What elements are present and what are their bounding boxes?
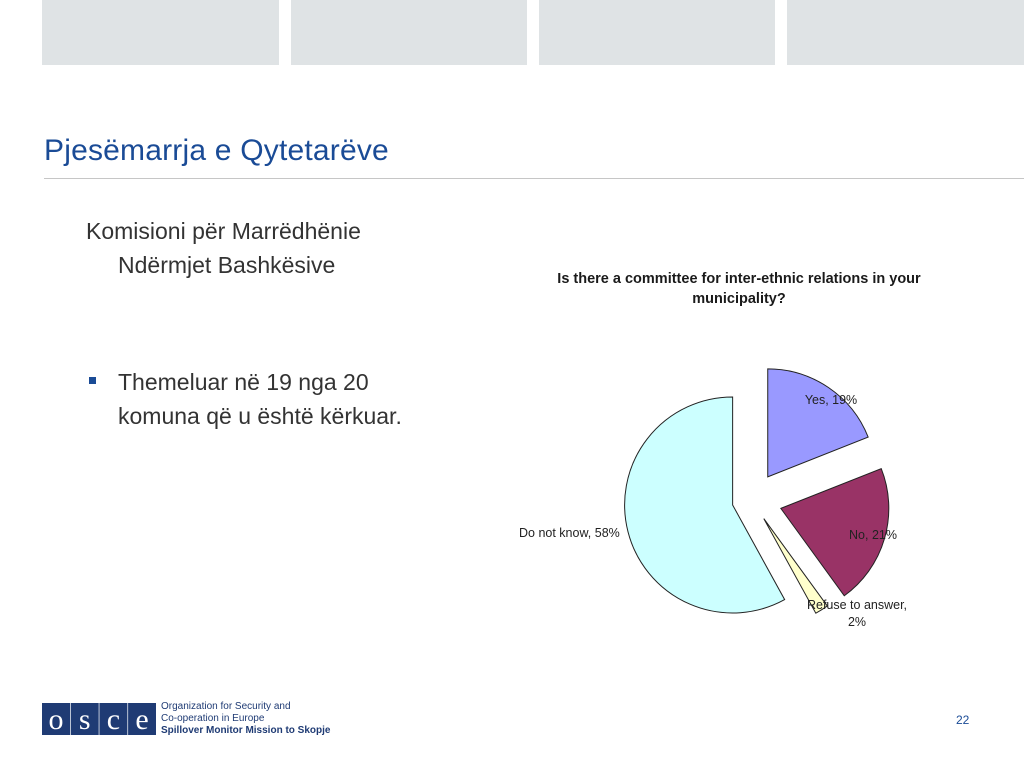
- pie-label-do-not-know: Do not know, 58%: [519, 526, 620, 540]
- pie-slice-yes: [768, 369, 868, 477]
- intro-text: Komisioni për Marrëdhënie Ndërmjet Bashkësive: [86, 218, 361, 278]
- mission-name: Spillover Monitor Mission to Skopje: [161, 725, 331, 736]
- header-block-1: [42, 0, 279, 65]
- header-block-4: [787, 0, 1024, 65]
- bullet-item: [86, 365, 428, 433]
- pie-label-refuse-to-answer: Refuse to answer,: [806, 598, 908, 612]
- bullet-text: Themeluar në 19 nga 20 komuna që u është kërkuar.: [118, 369, 402, 429]
- org-name-line2: Co-operation in Europe: [161, 713, 265, 724]
- header-block-3: [539, 0, 775, 65]
- org-name-line1: Organization for Security and: [161, 701, 291, 712]
- pie-chart: [505, 258, 995, 643]
- pie-label-refuse-to-answer: 2%: [847, 615, 867, 629]
- osce-logo: [42, 703, 156, 735]
- logo-letter: c: [106, 703, 121, 735]
- logo-letter: e: [135, 703, 149, 735]
- pie-label-yes: Yes, 19%: [804, 393, 858, 407]
- pie-slice-do-not-know: [625, 397, 785, 613]
- slide-title: Pjesëmarrja e Qytetarëve: [44, 134, 389, 167]
- chart-title-line: Is there a committee for inter-ethnic relations in your: [557, 271, 921, 287]
- bullet-square-icon: [89, 377, 96, 384]
- logo-letter: s: [78, 703, 91, 735]
- logo-letter: o: [48, 703, 64, 735]
- chart-title-line: municipality?: [692, 291, 786, 307]
- page-number: 22: [956, 713, 970, 727]
- title-divider: [44, 178, 1024, 179]
- header-block-2: [291, 0, 527, 65]
- pie-label-no: No, 21%: [849, 528, 897, 542]
- chart-title: [557, 271, 921, 307]
